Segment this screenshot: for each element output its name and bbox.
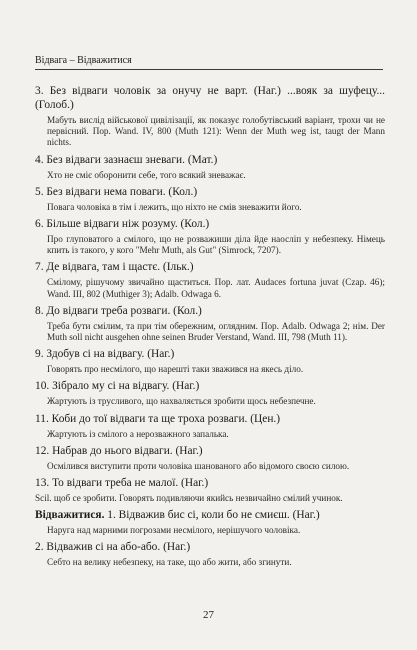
proverb-text: 4. Без відваги зазнаєш зневаги. (Мат.) <box>35 153 218 166</box>
proverb-text: 12. Набрав до нього відваги. (Наг.) <box>35 444 203 457</box>
proverb-explanation: Наруга над марними погрозами несмілого, нерішучого чоловіка. <box>47 525 301 536</box>
proverb-text: 5. Без відваги нема поваги. (Кол.) <box>35 185 198 198</box>
proverb-text: 10. Зібрало му сі на відвагу. (Наг.) <box>35 380 200 393</box>
page-content <box>35 84 385 573</box>
proverb-explanation: Хто не сміє оборонити себе, того всякий зневажає. <box>47 169 246 180</box>
running-head: Відвага – Відважитися <box>35 55 383 70</box>
proverb-explanation: Жартують із трусливого, що нахваляється зробити щось небезпечне. <box>47 396 316 407</box>
proverb-entry <box>35 153 385 167</box>
proverb-explanation: Жартують із смілого а нерозважного запалька. <box>47 428 229 439</box>
proverb-text: 9. Здобув сі на відвагу. (Наг.) <box>35 348 175 361</box>
proverb-explanation: Говорять про несмілого, що нарешті таки зважився на якесь діло. <box>47 364 304 375</box>
proverb-entry <box>35 84 385 112</box>
proverb-entry <box>35 540 385 554</box>
proverb-entry <box>35 379 385 393</box>
proverb-text: 1. Відважив бис сі, коли бо не смиєш. (Наг.) <box>104 509 320 522</box>
proverb-text: 3. Без відваги чоловік за онучу не варт. (Наг.) ...вояк за шуфецу... (Голоб.) <box>35 85 385 111</box>
proverb-explanation: Про глуповатого а смілого, що не розважиши діла йде наосліп у небезпеку. Німець кпить із такого, у кого "Mehr Muth, als Gut" (Simrock, 7207). <box>47 234 385 256</box>
proverb-text: 2. Відважив сі на або-або. (Наг.) <box>35 541 191 554</box>
proverb-entry <box>35 444 385 458</box>
proverb-entry <box>35 185 385 199</box>
proverb-explanation: Смілому, рішучому звичайно щаститься. Пор. лат. Audaces fortuna juvat (Czap. 46); Wand. III, 802 (Muthiger 3); Adalb. Odwaga 6. <box>47 277 385 299</box>
proverb-entry <box>35 260 385 274</box>
proverb-explanation: Мабуть вислід військової цивілізації, як показує голобутівський варіант, трохи чи не первісний. Пор. Wand. IV, 800 (Muth 121): Wenn der Muth weg ist, taugt der Mann nichts. <box>47 115 385 148</box>
proverb-entry <box>35 304 385 318</box>
proverb-text: 11. Коби до тої відваги та ще троха розваги. (Цен.) <box>35 412 281 425</box>
proverb-explanation: Осмілився виступити проти чоловіка шанованого або відомого своєю силою. <box>47 460 350 471</box>
proverb-text: 6. Більше відваги ніж розуму. (Кол.) <box>35 218 210 231</box>
headword: Відважитися. <box>35 509 105 522</box>
proverb-text: 13. То відваги треба не малої. (Наг.) <box>35 477 209 490</box>
proverb-explanation: Себто на велику небезпеку, на таке, що або жити, або згинути. <box>47 557 292 568</box>
proverb-text: 8. До відваги треба розваги. (Кол.) <box>35 304 202 317</box>
proverb-explanation: Треба бути смілим, та при тім обережним, оглядним. Пор. Adalb. Odwaga 2; нім. Der Muth soll nicht ausgehen ohne seinen Bruder Verstand, Wand. III, 798 (Muth 11). <box>47 320 385 343</box>
proverb-entry <box>35 217 385 231</box>
proverb-text: 7. Де відвага, там і щастє. (Ільк.) <box>35 261 194 274</box>
page-number: 27 <box>203 609 214 621</box>
proverb-explanation: Scil. щоб се зробити. Говорять подивляючи якийсь незвичайно смілий учинок. <box>35 493 343 504</box>
proverb-entry <box>35 508 385 522</box>
proverb-entry <box>35 347 385 361</box>
proverb-explanation: Повага чоловіка в тім і лежить, що ніхто не смів зневажити його. <box>47 201 302 212</box>
proverb-entry <box>35 412 385 426</box>
proverb-entry <box>35 476 385 490</box>
